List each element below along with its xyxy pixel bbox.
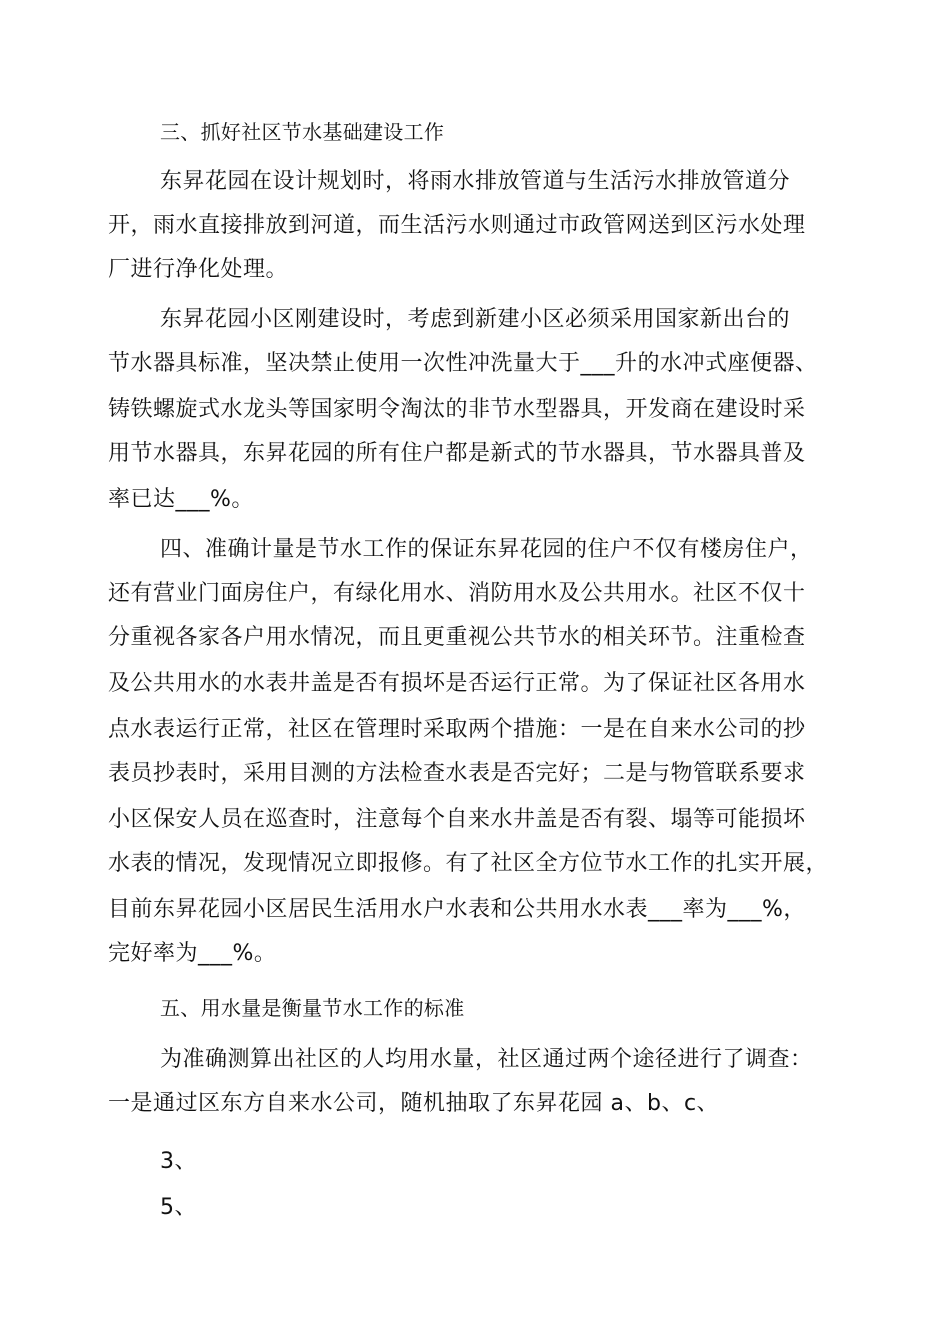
- paragraph-line: 铸铁螺旋式水龙头等国家明令淘汰的非节水型器具，开发商在建设时采: [108, 397, 806, 422]
- section-heading-3: 三、抓好社区节水基础建设工作: [160, 120, 445, 144]
- list-item-5: 5、: [160, 1195, 197, 1220]
- paragraph-line: 还有营业门面房住户，有绿化用水、消防用水及公共用水。社区不仅十: [108, 581, 806, 606]
- paragraph-line: 为准确测算出社区的人均用水量，社区通过两个途径进行了调查：: [160, 1047, 813, 1072]
- paragraph-line: 东昇花园在设计规划时，将雨水排放管道与生活污水排放管道分: [160, 169, 791, 194]
- paragraph-line: 开，雨水直接排放到河道，而生活污水则通过市政管网送到区污水处理: [108, 213, 806, 238]
- paragraph-line: 完好率为___%。: [108, 941, 277, 966]
- list-item-3: 3、: [160, 1149, 197, 1174]
- section-heading-5: 五、用水量是衡量节水工作的标准: [160, 996, 465, 1020]
- paragraph-line: 小区保安人员在巡查时，注意每个自来水井盖是否有裂、塌等可能损坏: [108, 807, 806, 832]
- paragraph-line: 率已达___%。: [108, 487, 254, 512]
- paragraph-line: 用节水器具，东昇花园的所有住户都是新式的节水器具，节水器具普及: [108, 441, 806, 466]
- paragraph-line: 分重视各家各户用水情况，而且更重视公共节水的相关环节。注重检查: [108, 625, 806, 650]
- paragraph-line: 表员抄表时，采用目测的方法检查水表是否完好；二是与物管联系要求: [108, 761, 806, 786]
- paragraph-line: 点水表运行正常，社区在管理时采取两个措施：一是在自来水公司的抄: [108, 717, 806, 742]
- paragraph-line: 四、准确计量是节水工作的保证东昇花园的住户不仅有楼房住户，: [160, 537, 813, 562]
- paragraph-line: 厂进行净化处理。: [108, 257, 289, 282]
- paragraph-line: 目前东昇花园小区居民生活用水户水表和公共用水水表___率为___%，: [108, 897, 806, 922]
- paragraph-line: 东昇花园小区刚建设时，考虑到新建小区必须采用国家新出台的: [160, 307, 791, 332]
- paragraph-line: 一是通过区东方自来水公司，随机抽取了东昇花园 a、b、c、: [108, 1091, 720, 1116]
- paragraph-line: 及公共用水的水表井盖是否有损坏是否运行正常。为了保证社区各用水: [108, 671, 806, 696]
- paragraph-line: 节水器具标准，坚决禁止使用一次性冲洗量大于___升的水冲式座便器、: [108, 351, 818, 376]
- paragraph-line: 水表的情况，发现情况立即报修。有了社区全方位节水工作的扎实开展，: [108, 851, 829, 876]
